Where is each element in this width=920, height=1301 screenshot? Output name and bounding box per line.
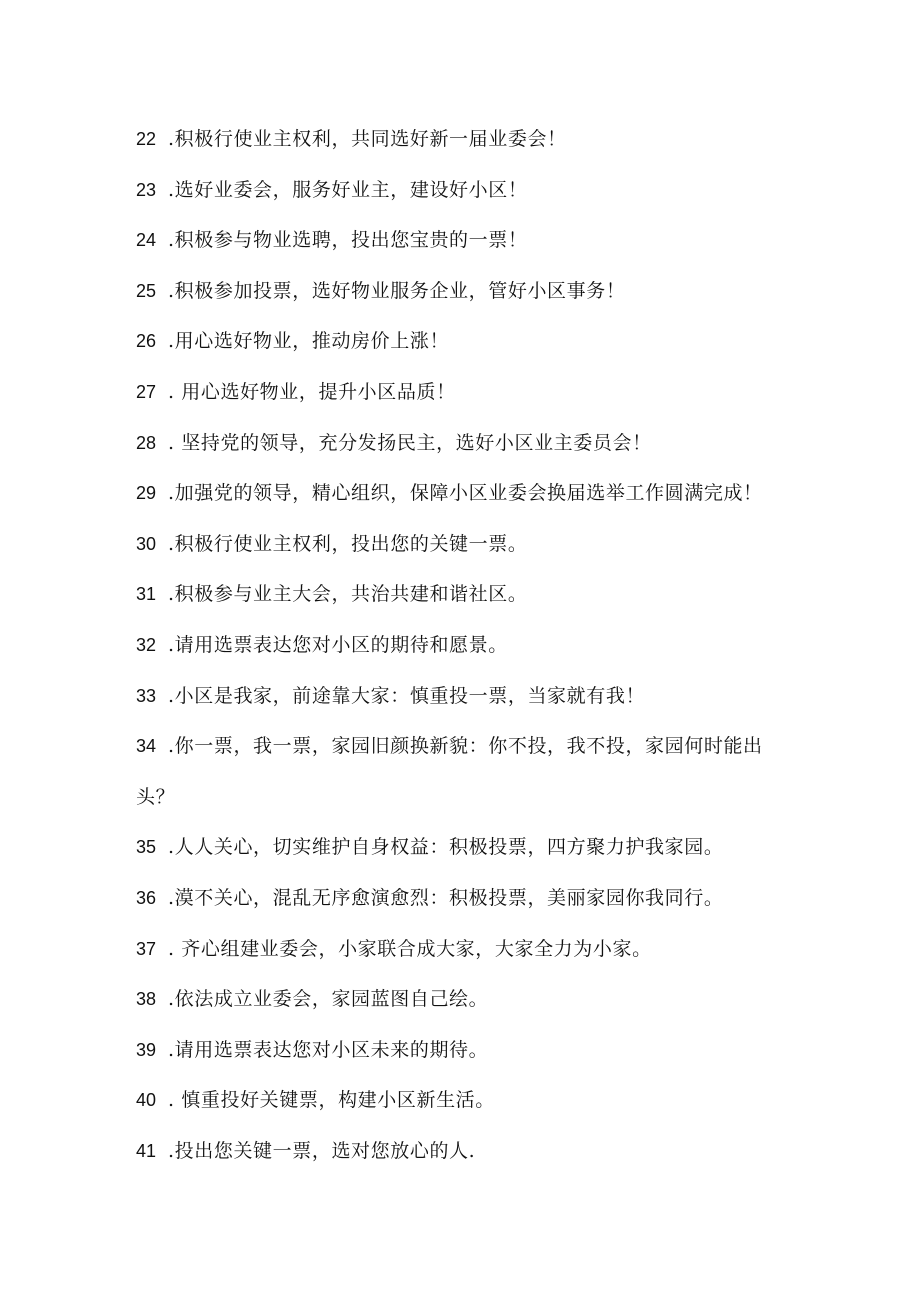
item-text: .请用选票表达您对小区的期待和愿景。 bbox=[168, 633, 508, 656]
item-text: .积极参与业主大会，共治共建和谐社区。 bbox=[168, 583, 528, 606]
item-number: 31 bbox=[136, 584, 157, 605]
item-number: 33 bbox=[136, 685, 157, 706]
item-number: 36 bbox=[136, 887, 157, 908]
item-number: 29 bbox=[136, 483, 157, 504]
item-number: 39 bbox=[136, 1039, 157, 1060]
item-number: 37 bbox=[136, 938, 157, 959]
item-number: 34 bbox=[136, 736, 157, 757]
item-number: 38 bbox=[136, 989, 157, 1010]
item-number: 32 bbox=[136, 634, 157, 655]
item-text: .投出您关键一票，选对您放心的人. bbox=[168, 1139, 476, 1162]
item-text: . 用心选好物业，提升小区品质！ bbox=[168, 380, 456, 403]
item-text: .积极参与物业选聘，投出您宝贵的一票！ bbox=[168, 229, 528, 252]
item-text: . 慎重投好关键票，构建小区新生活。 bbox=[168, 1089, 495, 1112]
list-item bbox=[136, 367, 796, 418]
list-item bbox=[136, 266, 796, 317]
item-number: 28 bbox=[136, 432, 157, 453]
item-text: .积极行使业主权利，投出您的关键一票。 bbox=[168, 532, 528, 555]
list-item bbox=[136, 215, 796, 266]
list-item bbox=[136, 316, 796, 367]
item-text: .选好业委会，服务好业主，建设好小区！ bbox=[168, 178, 528, 201]
item-number: 24 bbox=[136, 230, 157, 251]
list-item bbox=[136, 671, 796, 722]
list-item bbox=[136, 468, 796, 519]
item-number: 22 bbox=[136, 129, 157, 149]
item-number: 30 bbox=[136, 533, 157, 554]
list-item bbox=[136, 165, 796, 216]
list-item bbox=[136, 418, 796, 469]
item-text: .小区是我家，前途靠大家：慎重投一票，当家就有我！ bbox=[168, 684, 646, 707]
list-item bbox=[136, 721, 796, 772]
slogan-list bbox=[136, 114, 796, 1176]
list-item bbox=[136, 873, 796, 924]
item-text: 头？ bbox=[136, 785, 176, 808]
item-text: .积极参加投票，选好物业服务企业，管好小区事务！ bbox=[168, 279, 626, 302]
item-text: .积极行使业主权利，共同选好新一届业委会！ bbox=[168, 128, 567, 150]
item-number: 25 bbox=[136, 280, 157, 301]
list-item bbox=[136, 974, 796, 1025]
item-text: .用心选好物业，推动房价上涨！ bbox=[168, 330, 450, 353]
item-text: .请用选票表达您对小区未来的期待。 bbox=[168, 1038, 489, 1061]
list-item bbox=[136, 1126, 796, 1177]
item-text: .人人关心，切实维护自身权益：积极投票，四方聚力护我家园。 bbox=[168, 836, 724, 859]
list-item bbox=[136, 620, 796, 671]
list-item-continuation bbox=[136, 772, 796, 823]
list-item bbox=[136, 1025, 796, 1076]
list-item bbox=[136, 822, 796, 873]
list-item bbox=[136, 114, 796, 165]
item-number: 23 bbox=[136, 179, 157, 200]
item-text: . 坚持党的领导，充分发扬民主，选好小区业主委员会！ bbox=[168, 431, 652, 454]
item-text: .依法成立业委会，家园蓝图自己绘。 bbox=[168, 988, 489, 1011]
list-item bbox=[136, 1075, 796, 1126]
item-number: 40 bbox=[136, 1090, 157, 1111]
list-item bbox=[136, 519, 796, 570]
list-item bbox=[136, 924, 796, 975]
item-number: 26 bbox=[136, 331, 157, 352]
item-text: .漠不关心，混乱无序愈演愈烈：积极投票，美丽家园你我同行。 bbox=[168, 886, 724, 909]
item-text: .加强党的领导，精心组织，保障小区业委会换届选举工作圆满完成！ bbox=[168, 482, 763, 505]
item-number: 35 bbox=[136, 837, 157, 858]
item-text: . 齐心组建业委会，小家联合成大家，大家全力为小家。 bbox=[168, 937, 652, 960]
list-item bbox=[136, 569, 796, 620]
item-text: .你一票，我一票，家园旧颜换新貌：你不投，我不投，家园何时能出 bbox=[168, 735, 763, 758]
item-number: 27 bbox=[136, 381, 157, 402]
item-number: 41 bbox=[136, 1140, 157, 1161]
